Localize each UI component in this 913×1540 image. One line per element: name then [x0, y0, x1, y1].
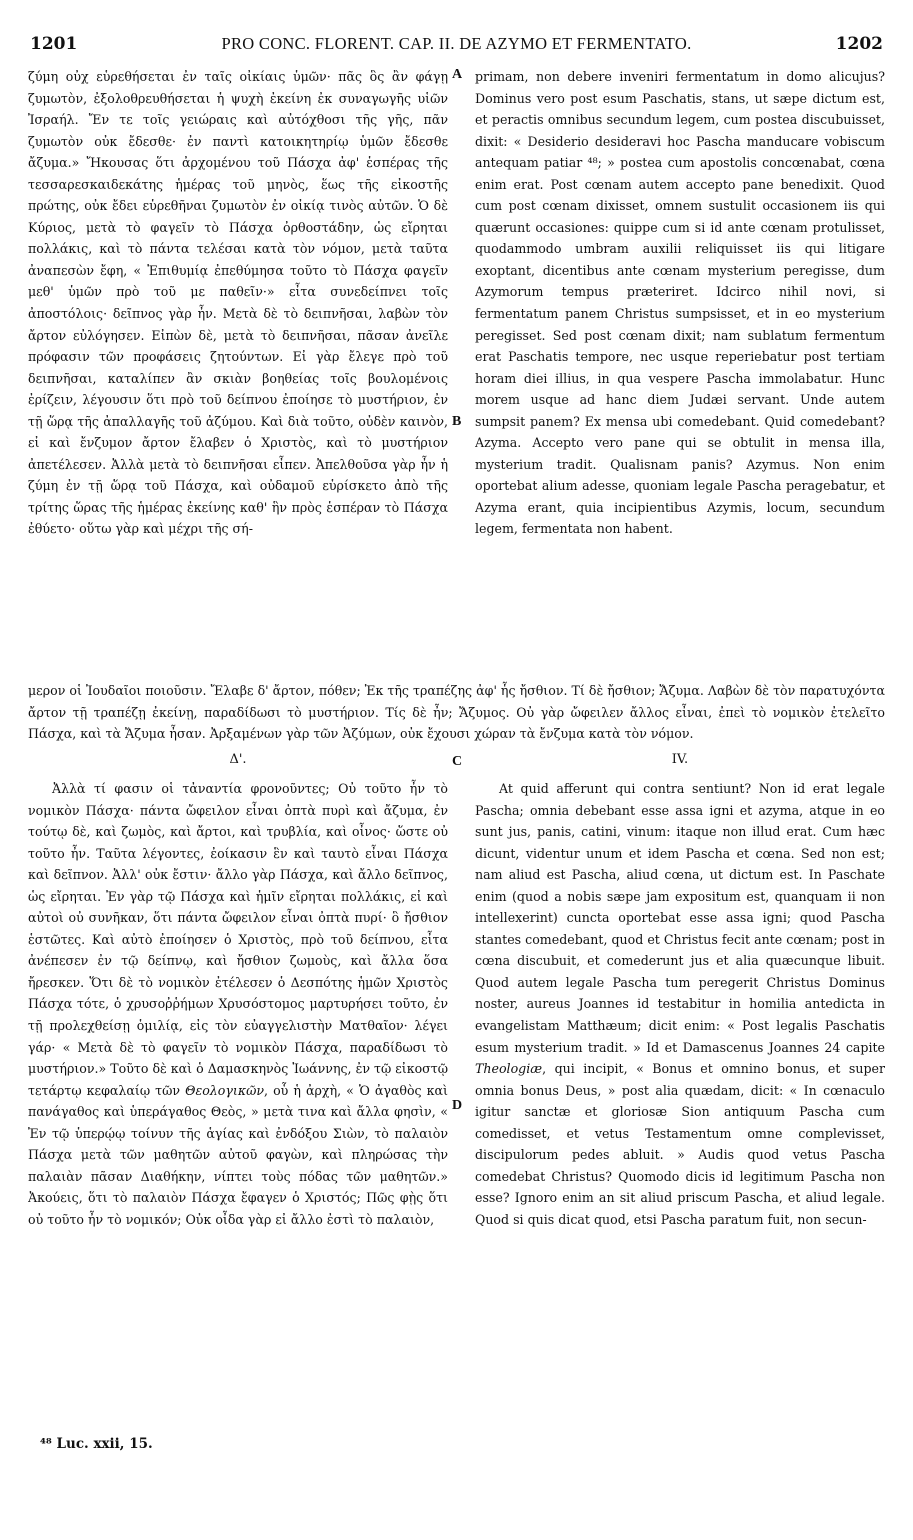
latin-text-bottom: At quid afferunt qui contra sentiunt? Non id erat legale Pascha; omnia debebant esse assa igni et azyma, atque in eo sunt jus, panis, catini, vinum: itaque non illud erat. Cum hæc dicunt, videntur unum et idem Pascha et cœna. Sed non est; nam aliud est Pascha, aliud cœna, ut dictum est. In Paschate enim (quod a nobis sæpe jam expositum est, quanquam ii non intellexerint) cuncta oportebat esse assa igni; quod Pascha stantes comedebant, quod et Christus fecit ante cœnam; post in cœna discubuit, et comederunt jus et alia quæcunque libuit. Quod autem legale Pascha tum peregerit Christus Dominus noster, aureus Joannes id testabitur in homilia antedicta in evangelistam Matthæum; dicit enim: « Post legalis Paschatis esum mysterium tradit. » Id et Damascenus Joannes 24 capite: [475, 781, 885, 1055]
running-title: PRO CONC. FLORENT. CAP. II. DE AZYMO ET FERMENTATO.: [221, 34, 692, 53]
column-marker-a: A: [452, 67, 463, 82]
section-heading-latin: IV.: [671, 752, 689, 767]
greek-paragraph-bottom: [28, 778, 448, 1230]
greek-text-bottom: Ἀλλὰ τί φασιν οἱ τἀναντία φρονοῦντες; Οὐ τοῦτο ἦν τὸ νομικὸν Πάσχα· πάντα ὤφειλον εἶναι ὀπτὰ πυρὶ καὶ ἄζυμα, ἐν τούτῳ δὲ, καὶ ζωμὸς, καὶ ἄρτοι, καὶ τρυβλία, καὶ οἶνος· ὥστε οὐ τοῦτο ἦν. Ταῦτα λέγοντες, ἐοίκασιν ἓν καὶ ταυτὸ εἶναι Πάσχα καὶ δεῖπνον. Ἀλλ' οὐκ ἔστιν· ἄλλο γὰρ Πάσχα, καὶ ἄλλο δεῖπνος, ὡς εἴρηται. Ἐν γὰρ τῷ Πάσχα καὶ ἡμῖν εἴρηται πολλάκις, εἰ καὶ αὐτοὶ οὐ συνῆκαν, ὅτι πάντα ὤφειλον εἶναι ὀπτὰ πυρί· ὃ ἤσθιον ἑστῶτες. Καὶ αὐτὸ ἐποίησεν ὁ Χριστὸς, πρὸ τοῦ δείπνου, εἶτα ἀνέπεσεν ἐν τῷ δείπνῳ, καὶ ἤσθιον ζωμοὺς, καὶ ἄλλα ὅσα ἤρεσκεν. Ὅτι δὲ τὸ νομικὸν ἐτέλεσεν ὁ Δεσπότης ἡμῶν Χριστὸς Πάσχα τότε, ὁ χρυσοῤῥήμων Χρυσόστομος μαρτυρήσει τοῦτο, ἐν τῇ προλεχθείσῃ ὁμιλίᾳ, εἰς τὸν εὐαγγελιστὴν Ματθαῖον· λέγει γάρ· « Μετὰ δὲ τὸ φαγεῖν τὸ νομικὸν Πάσχα, παραδίδωσι τὸ μυστήριον.» Τοῦτο δὲ καὶ ὁ Δαμασκηνὸς Ἰωάννης, ἐν τῷ εἰκοστῷ τετάρτῳ κεφαλαίῳ τῶν: [28, 781, 448, 1098]
full-width-greek-text: [28, 680, 885, 746]
latin-text-top: primam, non debere inveniri fermentatum in domo alicujus? Dominus vero post esum Paschatis, stans, ut sæpe dictum est, et peractis omnibus secundum legem, cum postea discubuisset, dixit: « Desiderio desideravi hoc Pascha manducare vobiscum antequam patiar ⁴⁸; » postea cum apostolis concœnabat, cœna enim erat. Post cœnam autem accepto pane benedixit. Quod cum post cœnam dixisset, omnem sustulit occasionem iis qui quærunt occasiones: quippe cum si id ante cœnam protulisset, quodammodo umbram auxilii reliquisset iis qui litigare exoptant, dicentibus ante cœnam mysterium peregisse, dum Azymorum tempus præteriret. Idcirco nihil novi, si fermentatum panem Christus sumpsisset, et in eo mysterium peregisset. Sed post cœnam dixit; nam sublatum fermentum erat Paschatis tempore, nec usque reperiebatur post tertiam horam diei illius, in qua vespere Pascha immolabatur. Hunc morem usque ad hanc diem Judæi servant. Unde autem sumpsit panem? Ex mensa ubi comedebant. Quid comedebant? Azyma. Accepto vero pane qui se obtulit in mensa illa, mysterium tradit. Qualisnam panis? Azymus. Non enim oportebat alium adesse, quoniam legale Pascha peragebatur, et Azyma erant, quia incipientibus Azymis, locum, secundum legem, fermentata non habent.: [475, 69, 885, 537]
latin-paragraph-bottom: [475, 778, 885, 1230]
latin-column-top: [475, 66, 885, 680]
section-heading-greek: Δ'.: [229, 752, 247, 767]
page-number-left: 1201: [30, 34, 78, 54]
full-width-text: μερον οἱ Ἰουδαῖοι ποιοῦσιν. Ἔλαβε δ' ἄρτον, πόθεν; Ἐκ τῆς τραπέζης ἀφ' ἧς ἤσθιον. Τί δὲ ἤσθιον; Ἄζυμα. Λαβὼν δὲ τὸν παρατυχόντα ἄρτον τῇ τραπέζῃ ἐκείνῃ, παραδίδωσι τὸ μυστήριον. Τίς δὲ ἦν; Ἄζυμος. Οὐ γὰρ ὤφειλεν ἄλλος εἶναι, ἐπεὶ τὸ νομικὸν ἐτελεῖτο Πάσχα, καὶ τὰ Ἄζυμα ἦσαν. Ἀρξαμένων γὰρ τῶν Ἀζύμων, οὐκ ἔχουσι χώραν τὰ ἔνζυμα κατὰ τὸν νόμον.: [28, 683, 885, 742]
latin-italic-title: Theologiæ: [475, 1061, 543, 1077]
column-marker-d: D: [452, 1098, 463, 1113]
latin-column-bottom: [475, 778, 885, 1420]
greek-italic-title: Θεολογικῶν: [185, 1082, 265, 1098]
greek-text-top: ζύμη οὐχ εὑρεθήσεται ἐν ταῖς οἰκίαις ὑμῶν· πᾶς ὃς ἂν φάγῃ ζυμωτὸν, ἐξολοθρευθήσεται ἡ ψυχὴ ἐκείνη ἐκ συναγωγῆς υἱῶν Ἰσραήλ. Ἔν τε τοῖς γειώραις καὶ αὐτόχθοσι τῆς γῆς, πᾶν ζυμωτὸν οὐκ ἔδεσθε· ἐν παντὶ κατοικητηρίῳ ὑμῶν ἔδεσθε ἄζυμα.» Ἤκουσας ὅτι ἀρχομένου τοῦ Πάσχα ἀφ' ἑσπέρας τῆς τεσσαρεσκαιδεκάτης ἡμέρας τοῦ μηνὸς, ἕως τῆς εἰκοστῆς πρώτης, οὐκ ἔδει εὑρεθῆναι ζυμωτὸν ἐν οἰκίᾳ τινὸς αὐτῶν. Ὁ δὲ Κύριος, μετὰ τὸ φαγεῖν τὸ Πάσχα ὀρθοστάδην, ὡς εἴρηται πολλάκις, καὶ τὸ πάντα τελέσαι κατὰ τὸν νόμον, μετὰ ταῦτα ἀναπεσὼν ἔφη, « Ἐπιθυμίᾳ ἐπεθύμησα τοῦτο τὸ Πάσχα φαγεῖν μεθ' ὑμῶν πρὸ τοῦ με παθεῖν·» εἶτα συνεδείπνει τοῖς ἀποστόλοις· δεῖπνος γὰρ ἦν. Μετὰ δὲ τὸ δειπνῆσαι, λαβὼν τὸν ἄρτον εὐλόγησεν. Εἰπὼν δὲ, μετὰ τὸ δειπνῆσαι, πᾶσαν ἀνεῖλε πρόφασιν τῶν προφάσεις ζητούντων. Εἰ γὰρ ἔλεγε πρὸ τοῦ δειπνῆσαι, καταλίπεν ἂν σκιὰν βοηθείας τοῖς βουλομένοις ἐρίζειν, λέγουσιν ὅτι πρὸ τοῦ δείπνου ἐποίησε τὸ μυστήριον, ἐν τῇ ὥρᾳ τῆς ἀπαλλαγῆς τοῦ ἀζύμου. Καὶ διὰ τοῦτο, οὐδὲν καινὸν, εἰ καὶ ἔνζυμον ἄρτον ἔλαβεν ὁ Χριστὸς, καὶ τὸ μυστήριον ἀπετέλεσεν. Ἀλλὰ μετὰ τὸ δειπνῆσαι εἶπεν. Ἀπελθοῦσα γὰρ ἦν ἡ ζύμη ἐν τῇ ὥρᾳ τοῦ Πάσχα, καὶ οὐδαμοῦ εὑρίσκετο ἀπὸ τῆς τρίτης ὥρας τῆς ἡμέρας ἐκείνης καθ' ἣν πρὸς ἑσπέραν τὸ Πάσχα ἐθύετο· οὕτω γὰρ καὶ μέχρι τῆς σή-: [28, 69, 448, 537]
greek-column-top: [28, 66, 448, 680]
page-number-right: 1202: [835, 34, 883, 54]
column-marker-b: B: [452, 414, 462, 429]
column-marker-c: C: [452, 754, 463, 769]
greek-text-bottom-cont: , οὗ ἡ ἀρχὴ, « Ὁ ἀγαθὸς καὶ πανάγαθος καὶ ὑπεράγαθος Θεὸς, » μετὰ τινα καὶ ἄλλα φησὶν, « Ἐν τῷ ὑπερῴῳ τοίνυν τῆς ἁγίας καὶ ἐνδόξου Σιὼν, τὸ παλαιὸν Πάσχα μετὰ τῶν μαθητῶν αὐτοῦ φαγὼν, καὶ πληρώσας τὴν παλαιὰν πᾶσαν Διαθήκην, νίπτει τοὺς πόδας τῶν μαθητῶν.» Ἀκούεις, ὅτι τὸ παλαιὸν Πάσχα ἔφαγεν ὁ Χριστός; Πῶς φῂς ὅτι οὐ τοῦτο ἦν τὸ νομικόν; Οὐκ οἶδα γὰρ εἰ ἄλλο ἐστὶ τὸ παλαιὸν,: [28, 1082, 448, 1227]
page-header: [30, 34, 883, 58]
footnote: ⁴⁸ Luc. xxii, 15.: [40, 1436, 153, 1452]
latin-text-bottom-cont: , qui incipit, « Bonus et omnino bonus, et super omnia bonus Deus, » post alia quædam, dicit: « In cœnaculo igitur sanctæ et gloriosæ Sion antiquum Pascha cum comedisset, et vetus Testamentum omne complevisset, discipulorum pedes abluit. » Audis quod vetus Pascha comedebat Christus? Quomodo dicis id legitimum Pascha non esse? Ignoro enim an sit aliud priscum Pascha, et aliud legale. Quod si quis dicat quod, etsi Pascha paratum fuit, non secun-: [475, 1061, 885, 1227]
greek-column-bottom: [28, 778, 448, 1420]
